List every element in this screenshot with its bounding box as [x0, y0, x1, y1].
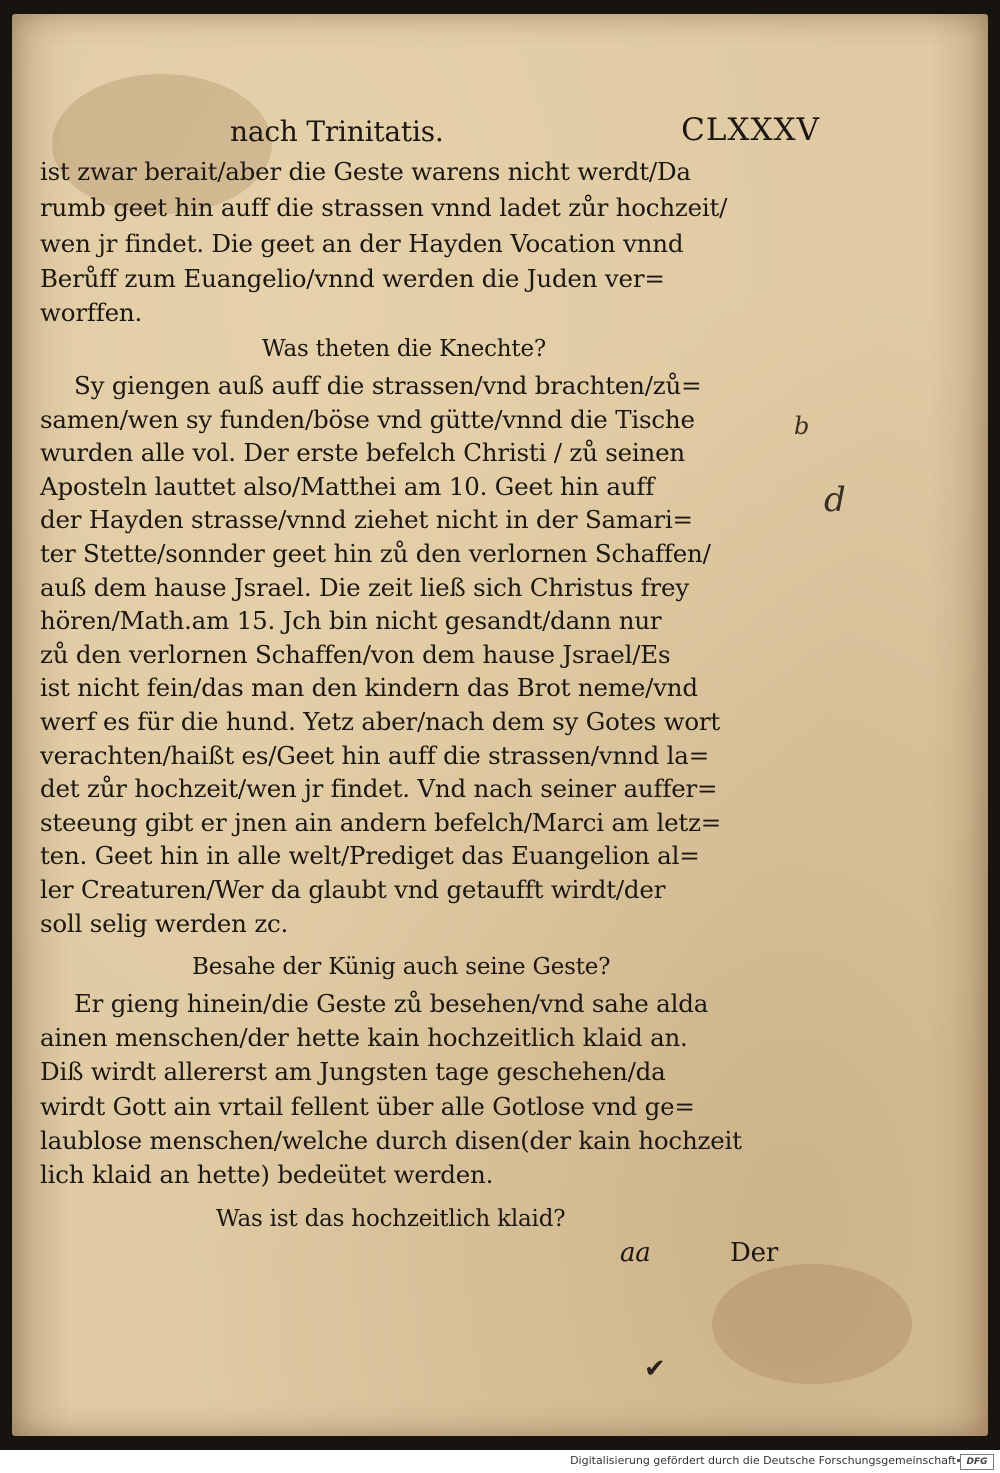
text-line: ist zwar berait/aber die Geste warens nicht werdt/Da: [40, 157, 691, 186]
folio-number: CLXXXV: [681, 112, 820, 148]
catchword: Der: [730, 1238, 779, 1268]
text-line: lich klaid an hette) bedeütet werden.: [40, 1160, 494, 1189]
text-line: steeung gibt er jnen ain andern befelch/Marci am letz=: [40, 807, 722, 837]
text-line: werf es für die hund. Yetz aber/nach dem sy Gotes wort: [40, 707, 721, 736]
book-page: [12, 14, 988, 1436]
text-line: der Hayden strasse/vnnd ziehet nicht in der Samari=: [40, 505, 693, 535]
text-line: Diß wirdt allererst am Jungsten tage geschehen/da: [40, 1057, 666, 1087]
section-heading: Was theten die Knechte?: [262, 336, 547, 362]
text-line: samen/wen sy funden/böse vnd gütte/vnnd die Tische: [40, 404, 695, 434]
text-line: zů den verlornen Schaffen/von dem hause Jsrael/Es: [40, 639, 671, 669]
dfg-logo-icon: DFG: [960, 1454, 994, 1470]
text-line: ter Stette/sonnder geet hin zů den verlornen Schaffen/: [40, 539, 711, 568]
running-head: nach Trinitatis.: [230, 115, 444, 148]
margin-annotation: b: [794, 412, 810, 440]
text-line: rumb geet hin auff die strassen vnnd ladet zůr hochzeit/: [40, 193, 728, 222]
text-line: laublose menschen/welche durch disen(der kain hochzeit: [40, 1125, 742, 1155]
text-line: wurden alle vol. Der erste befelch Christi / zů seinen: [40, 438, 686, 468]
text-line: soll selig werden zc.: [40, 908, 289, 938]
text-line: auß dem hause Jsrael. Die zeit ließ sich Christus frey: [40, 572, 690, 602]
paper-stain: [712, 1264, 912, 1384]
funding-credit: Digitalisierung gefördert durch die Deutsche Forschungsgemeinschaft: [570, 1454, 956, 1467]
text-line: ten. Geet hin in alle welt/Prediget das Euangelion al=: [40, 841, 700, 871]
text-line: Sy giengen auß auff die strassen/vnd brachten/zů=: [74, 371, 702, 400]
text-line: worffen.: [40, 298, 143, 327]
text-line: Berůff zum Euangelio/vnnd werden die Juden ver=: [40, 264, 665, 293]
text-line: verachten/haißt es/Geet hin auff die strassen/vnnd la=: [40, 740, 710, 770]
footer-bar: [0, 1450, 1000, 1473]
signature-mark: aa: [620, 1238, 651, 1268]
text-line: Aposteln lauttet also/Matthei am 10. Geet hin auff: [40, 471, 655, 501]
text-line: Er gieng hinein/die Geste zů besehen/vnd sahe alda: [74, 989, 709, 1018]
text-line: ist nicht fein/das man den kindern das Brot neme/vnd: [40, 673, 698, 703]
text-line: det zůr hochzeit/wen jr findet. Vnd nach seiner auffer=: [40, 774, 718, 804]
text-line: wirdt Gott ain vrtail fellent über alle Gotlose vnd ge=: [40, 1091, 695, 1121]
text-line: wen jr findet. Die geet an der Hayden Vocation vnnd: [40, 229, 684, 258]
ink-blot: ✔: [644, 1354, 666, 1384]
section-heading: Besahe der Künig auch seine Geste?: [192, 954, 611, 980]
text-line: hören/Math.am 15. Jch bin nicht gesandt/dann nur: [40, 606, 662, 636]
margin-annotation: d: [824, 480, 846, 520]
section-heading: Was ist das hochzeitlich klaid?: [216, 1206, 566, 1232]
text-line: ler Creaturen/Wer da glaubt vnd getaufft wirdt/der: [40, 875, 666, 904]
text-line: ainen menschen/der hette kain hochzeitlich klaid an.: [40, 1023, 688, 1053]
